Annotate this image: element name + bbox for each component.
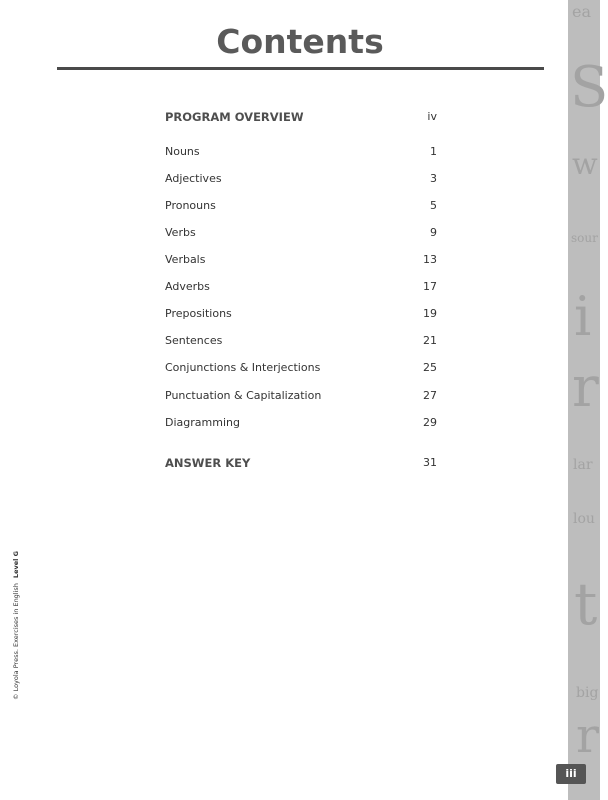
toc-entry-label: Adjectives [165,172,222,185]
toc-entry-label: Adverbs [165,280,210,293]
toc-entry-label: Prepositions [165,307,232,320]
toc-entry-page: 3 [430,172,437,185]
decorative-word: r [576,708,599,764]
toc-entry-page: 13 [423,253,437,266]
toc-entry-label: Verbals [165,253,206,266]
toc-entry-page: 19 [423,307,437,320]
toc-entry-pronouns [165,199,437,217]
toc-entry-nouns [165,145,437,163]
page-title: Contents [216,22,384,61]
toc-entry-sentences [165,334,437,352]
toc-entry-page: 29 [423,416,437,429]
toc-entry-adverbs [165,280,437,298]
level-label: Level G [12,551,20,579]
decorative-word: lou [573,511,595,527]
toc-entry-label: Punctuation & Capitalization [165,389,322,402]
toc-entry-label: Sentences [165,334,223,347]
toc-entry-diagramming [165,416,437,434]
decorative-word: big [576,685,599,701]
decorative-side-band [568,0,608,800]
toc-entry-program-overview [165,110,437,128]
toc-entry-label: Diagramming [165,416,240,429]
toc-entry-page: 31 [423,456,437,469]
decorative-word: lar [573,457,593,473]
page-number-tab: iii [556,764,586,784]
title-underline [57,67,544,70]
toc-entry-page: 25 [423,361,437,374]
toc-entry-label: Pronouns [165,199,216,212]
publisher-credit: © Loyola Press. Exercises in English [12,583,20,700]
toc-entry-prepositions [165,307,437,325]
toc-entry-label: Conjunctions & Interjections [165,361,321,374]
decorative-word: t [574,570,598,638]
toc-entry-page: 21 [423,334,437,347]
toc-entry-answer-key [165,456,437,474]
toc-entry-conjunctions-interjections [165,361,437,379]
toc-entry-page: 27 [423,389,437,402]
decorative-word: ea [572,2,592,21]
toc-entry-label: ANSWER KEY [165,456,251,470]
toc-entry-page: 1 [430,145,437,158]
toc-entry-page: 17 [423,280,437,293]
decorative-word: sour [571,231,598,245]
decorative-word: w [572,147,598,182]
toc-entry-punctuation-capitalization [165,389,437,407]
publisher-side-label [12,500,22,700]
toc-entry-label: PROGRAM OVERVIEW [165,110,304,124]
toc-entry-label: Verbs [165,226,196,239]
toc-entry-adjectives [165,172,437,190]
toc-entry-page: 9 [430,226,437,239]
decorative-word: S [570,55,608,120]
decorative-word: i [574,285,592,348]
toc-entry-label: Nouns [165,145,200,158]
toc-entry-verbs [165,226,437,244]
toc-entry-page: iv [427,110,437,123]
decorative-word: r [572,355,599,420]
toc-entry-page: 5 [430,199,437,212]
toc-entry-verbals [165,253,437,271]
